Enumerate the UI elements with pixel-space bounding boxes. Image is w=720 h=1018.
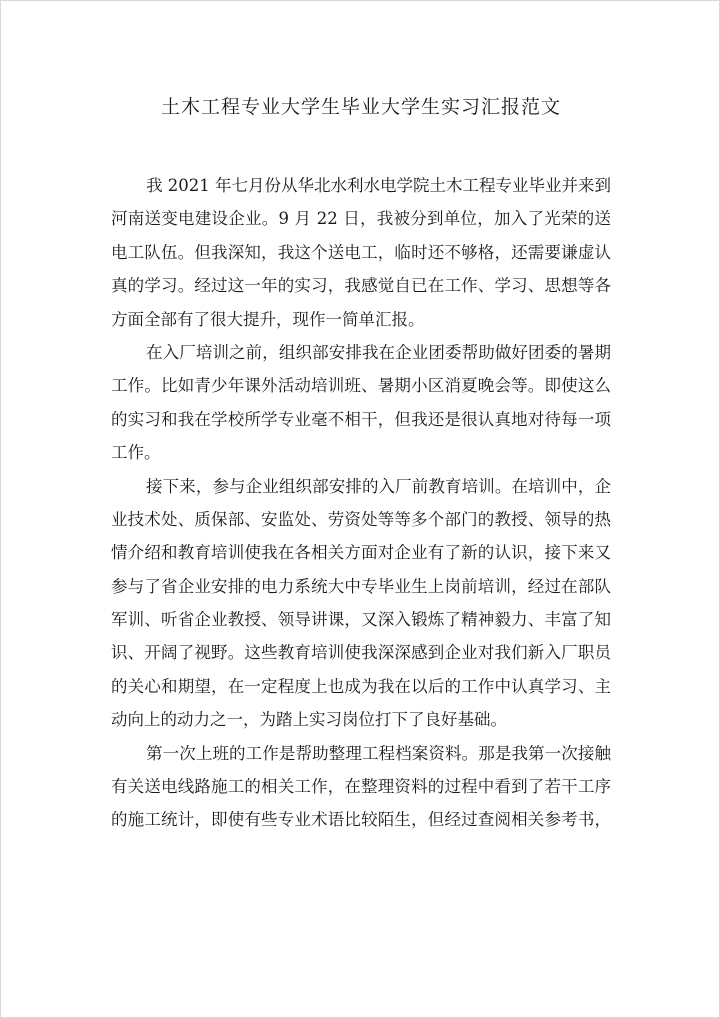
text-line: 我 2021 年七月份从华北水利水电学院土木工程专业毕业并来到 bbox=[146, 176, 611, 195]
text-line: 的施工统计，即使有些专业术语比较陌生，但经过查阅相关参考书， bbox=[111, 810, 611, 830]
text-line: 真的学习。经过这一年的实习，我感觉自已在工作、学习、思想等各 bbox=[111, 276, 611, 296]
text-line: 方面全部有了很大提升，现作一简单汇报。 bbox=[111, 309, 425, 329]
text-line: 识、开阔了视野。这些教育培训使我深深感到企业对我们新入厂职员 bbox=[111, 643, 611, 663]
text-line: 电工队伍。但我深知，我这个送电工，临时还不够格，还需要谦虚认 bbox=[111, 242, 611, 262]
document-body bbox=[111, 169, 611, 837]
paragraph-1 bbox=[111, 169, 611, 336]
text-line: 情介绍和教育培训使我在各相关方面对企业有了新的认识，接下来又 bbox=[111, 543, 611, 563]
text-line: 第一次上班的工作是帮助整理工程档案资料。那是我第一次接触 bbox=[146, 743, 611, 763]
text-line: 动向上的动力之一，为踏上实习岗位打下了良好基础。 bbox=[111, 710, 507, 730]
document-title: 土木工程专业大学生毕业大学生实习汇报范文 bbox=[160, 96, 561, 118]
text-line: 的关心和期望，在一定程度上也成为我在以后的工作中认真学习、主 bbox=[111, 676, 611, 696]
text-line: 河南送变电建设企业。9 月 22 日，我被分到单位，加入了光荣的送 bbox=[111, 209, 611, 229]
text-line: 的实习和我在学校所学专业毫不相干，但我还是很认真地对待每一项 bbox=[111, 409, 611, 429]
text-line: 在入厂培训之前，组织部安排我在企业团委帮助做好团委的暑期 bbox=[146, 342, 611, 362]
text-line: 工作。 bbox=[111, 443, 161, 463]
text-line: 参与了省企业安排的电力系统大中专毕业生上岗前培训，经过在部队 bbox=[111, 576, 611, 596]
paragraph-3 bbox=[111, 470, 611, 737]
paragraph-4 bbox=[111, 737, 611, 837]
text-line: 有关送电线路施工的相关工作，在整理资料的过程中看到了若干工序 bbox=[111, 777, 611, 797]
paragraph-2 bbox=[111, 336, 611, 470]
text-line: 业技术处、质保部、安监处、劳资处等等多个部门的教授、领导的热 bbox=[111, 509, 611, 529]
text-line: 军训、听省企业教授、领导讲课，又深入锻炼了精神毅力、丰富了知 bbox=[111, 610, 611, 630]
text-line: 工作。比如青少年课外活动培训班、暑期小区消夏晚会等。即使这么 bbox=[111, 376, 611, 396]
text-line: 接下来，参与企业组织部安排的入厂前教育培训。在培训中，企 bbox=[146, 476, 611, 496]
